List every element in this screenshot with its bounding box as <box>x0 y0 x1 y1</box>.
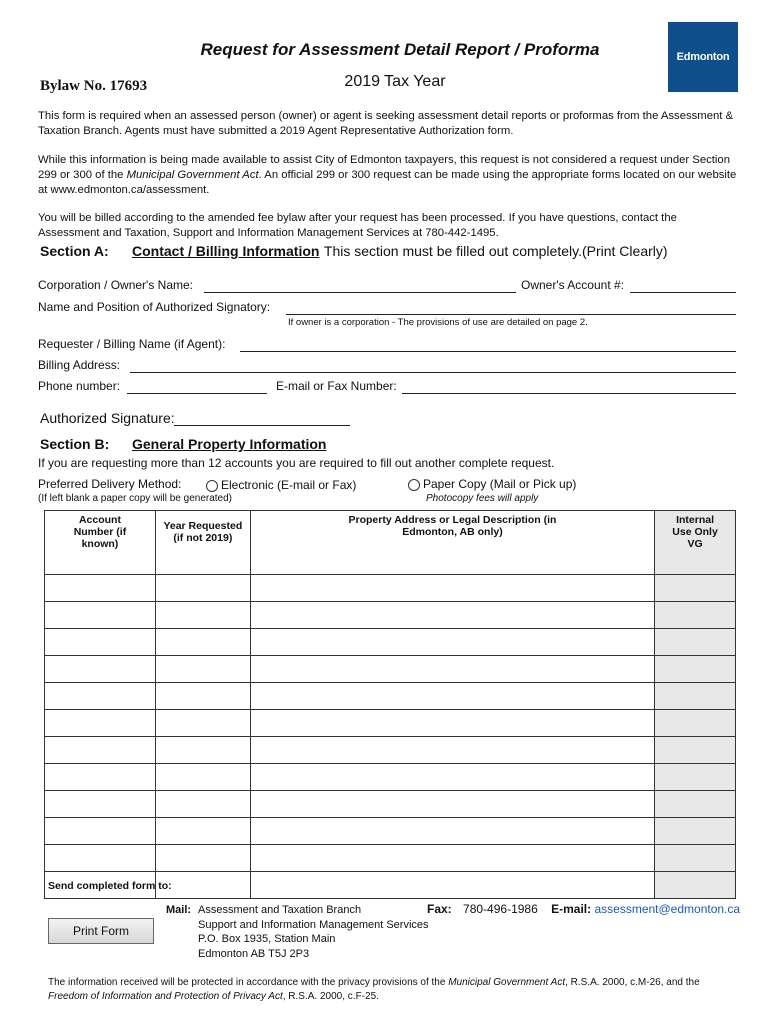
address-cell[interactable] <box>250 845 654 872</box>
table-row <box>45 845 736 872</box>
table-row <box>45 629 736 656</box>
account-cell[interactable] <box>45 710 156 737</box>
account-cell[interactable] <box>45 764 156 791</box>
form-title: Request for Assessment Detail Report / Proforma <box>200 40 600 59</box>
authorized-signatory-field[interactable] <box>286 314 736 315</box>
paper-label: Paper Copy (Mail or Pick up) <box>423 477 577 491</box>
address-cell[interactable] <box>250 602 654 629</box>
col-address-text: Property Address or Legal Description (in Edmonton, AB only) <box>348 514 557 538</box>
internal-cell <box>655 791 736 818</box>
mail-line-4: Edmonton AB T5J 2P3 <box>198 947 310 960</box>
address-cell[interactable] <box>250 683 654 710</box>
tax-year: 2019 Tax Year <box>344 73 446 90</box>
account-cell[interactable] <box>45 656 156 683</box>
table-row <box>45 791 736 818</box>
address-cell[interactable] <box>250 791 654 818</box>
address-cell[interactable] <box>250 656 654 683</box>
delivery-label: Preferred Delivery Method: <box>38 477 182 491</box>
electronic-label: Electronic (E-mail or Fax) <box>221 478 357 492</box>
year-cell[interactable] <box>155 656 250 683</box>
mail-line-2: Support and Information Management Services <box>198 918 429 931</box>
year-cell[interactable] <box>155 575 250 602</box>
fax-block <box>427 902 740 916</box>
section-a-header <box>40 243 668 261</box>
internal-cell <box>655 575 736 602</box>
intro-p2-text-end: . An official 299 or 300 request can be made using the appropriate forms located on our website at www.edmonton.ca/assessment. <box>38 169 737 196</box>
table-row <box>45 818 736 845</box>
internal-cell <box>655 872 736 899</box>
address-cell[interactable] <box>250 764 654 791</box>
table-row <box>45 575 736 602</box>
email-fax-field[interactable] <box>402 393 736 394</box>
address-cell[interactable] <box>250 818 654 845</box>
col-internal-header <box>655 511 736 575</box>
account-table <box>44 510 736 899</box>
account-cell[interactable] <box>45 602 156 629</box>
print-form-button[interactable]: Print Form <box>48 918 154 944</box>
col-address-header <box>250 511 654 575</box>
fax-label: Fax: <box>427 902 452 916</box>
email-fax-label: E-mail or Fax Number: <box>276 379 397 393</box>
billing-address-label: Billing Address: <box>38 358 121 372</box>
requester-label: Requester / Billing Name (if Agent): <box>38 337 226 351</box>
bylaw-number: Bylaw No. 17693 <box>40 78 148 94</box>
footer-text-2: , R.S.A. 2000, c.M-26, and the <box>565 977 700 988</box>
table-row <box>45 683 736 710</box>
intro-p2-text: While this information is being made available to assist City of Edmonton taxpayers, this request is not considered a request under Section 299 or 300 of the <box>38 154 730 181</box>
address-cell[interactable] <box>250 710 654 737</box>
corp-owner-label: Corporation / Owner's Name: <box>38 278 194 292</box>
email-label: E-mail: <box>551 902 592 916</box>
intro-p2-act: Municipal Government Act <box>126 169 259 181</box>
mail-line-3: P.O. Box 1935, Station Main <box>198 933 336 945</box>
account-cell[interactable] <box>45 818 156 845</box>
email-link[interactable]: assessment@edmonton.ca <box>594 902 741 916</box>
mail-line-1: Assessment and Taxation Branch <box>198 904 362 916</box>
account-cell[interactable] <box>45 575 156 602</box>
col-year-text: Year Requested (if not 2019) <box>163 520 243 544</box>
table-row <box>45 737 736 764</box>
authorized-signatory-label: Name and Position of Authorized Signatory: <box>38 300 271 314</box>
section-b-header <box>40 436 326 454</box>
footer-act-2: Freedom of Information and Protection of Privacy Act <box>48 991 283 1002</box>
footer-text-1: The information received will be protected in accordance with the privacy provisions of the <box>48 977 449 988</box>
section-a-note: This section must be filled out completely.(Print Clearly) <box>323 243 668 259</box>
internal-cell <box>655 818 736 845</box>
address-cell[interactable] <box>250 872 654 899</box>
internal-cell <box>655 629 736 656</box>
table-row <box>45 710 736 737</box>
table-row <box>45 656 736 683</box>
owner-account-label: Owner's Account #: <box>521 278 625 292</box>
authorized-signature-field[interactable] <box>174 425 350 426</box>
delivery-paper-option[interactable] <box>408 477 576 491</box>
delivery-note: (If left blank a paper copy will be generated) <box>38 493 232 504</box>
year-cell[interactable] <box>155 791 250 818</box>
footer-text-3: , R.S.A. 2000, c.F-25. <box>282 991 379 1002</box>
corp-note: If owner is a corporation - The provisions of use are detailed on page 2. <box>288 317 588 328</box>
address-cell[interactable] <box>250 737 654 764</box>
year-cell[interactable] <box>155 737 250 764</box>
internal-cell <box>655 737 736 764</box>
section-a-label: Section A: <box>40 243 109 259</box>
account-table-body <box>45 575 736 899</box>
section-b-heading: General Property Information <box>132 436 327 452</box>
phone-label: Phone number: <box>38 379 121 393</box>
footer-act-1: Municipal Government Act <box>448 977 566 988</box>
year-cell[interactable] <box>155 710 250 737</box>
year-cell[interactable] <box>155 845 250 872</box>
col-internal-text: Internal Use Only VG <box>672 514 718 550</box>
corp-owner-field[interactable] <box>204 292 516 293</box>
address-cell[interactable] <box>250 575 654 602</box>
internal-cell <box>655 656 736 683</box>
section-a-heading: Contact / Billing Information <box>132 243 320 259</box>
authorized-signature-label: Authorized Signature: <box>40 410 175 426</box>
mail-label: Mail: <box>166 904 192 916</box>
year-cell[interactable] <box>155 602 250 629</box>
logo-text: Edmonton <box>676 51 730 63</box>
account-cell[interactable] <box>45 845 156 872</box>
col-account-header <box>45 511 156 575</box>
electronic-radio[interactable] <box>206 480 218 492</box>
account-cell[interactable] <box>45 683 156 710</box>
paper-radio[interactable] <box>408 479 420 491</box>
year-cell[interactable] <box>155 629 250 656</box>
internal-cell <box>655 683 736 710</box>
edmonton-logo <box>668 22 738 92</box>
intro-paragraph-3: You will be billed according to the amended fee bylaw after your request has been processed. If you have questions, contact the Assessment and Taxation, Support and Information Management Services at 780-442-1495. <box>38 212 677 239</box>
account-cell[interactable] <box>45 629 156 656</box>
internal-cell <box>655 845 736 872</box>
owner-account-field[interactable] <box>630 292 736 293</box>
billing-address-field[interactable] <box>130 372 736 373</box>
requester-field[interactable] <box>240 351 736 352</box>
fax-value: 780-496-1986 <box>463 902 538 916</box>
intro-paragraph-1: This form is required when an assessed person (owner) or agent is seeking assessment detail reports or proformas from the Assessment & Taxation Branch. Agents must have submitted a 2019 Agent Representative Authorization form. <box>38 110 734 137</box>
privacy-footer <box>48 976 738 1004</box>
table-row <box>45 602 736 629</box>
section-b-label: Section B: <box>40 436 110 452</box>
table-row <box>45 764 736 791</box>
account-cell[interactable] <box>45 737 156 764</box>
internal-cell <box>655 602 736 629</box>
intro-paragraph-2 <box>38 153 738 198</box>
internal-cell <box>655 710 736 737</box>
section-b-note: If you are requesting more than 12 accounts you are required to fill out another complete request. <box>38 456 555 470</box>
year-cell[interactable] <box>155 683 250 710</box>
phone-field[interactable] <box>127 393 267 394</box>
address-cell[interactable] <box>250 629 654 656</box>
account-cell[interactable] <box>45 791 156 818</box>
year-cell[interactable] <box>155 818 250 845</box>
delivery-electronic-option[interactable] <box>206 478 356 492</box>
col-account-text: Account Number (if known) <box>73 514 127 550</box>
photocopy-note: Photocopy fees will apply <box>426 493 539 504</box>
internal-cell <box>655 764 736 791</box>
table-header-row <box>45 511 736 575</box>
col-year-header <box>155 511 250 575</box>
mail-address <box>198 903 429 961</box>
send-heading: Send completed form to: <box>48 880 172 892</box>
year-cell[interactable] <box>155 764 250 791</box>
